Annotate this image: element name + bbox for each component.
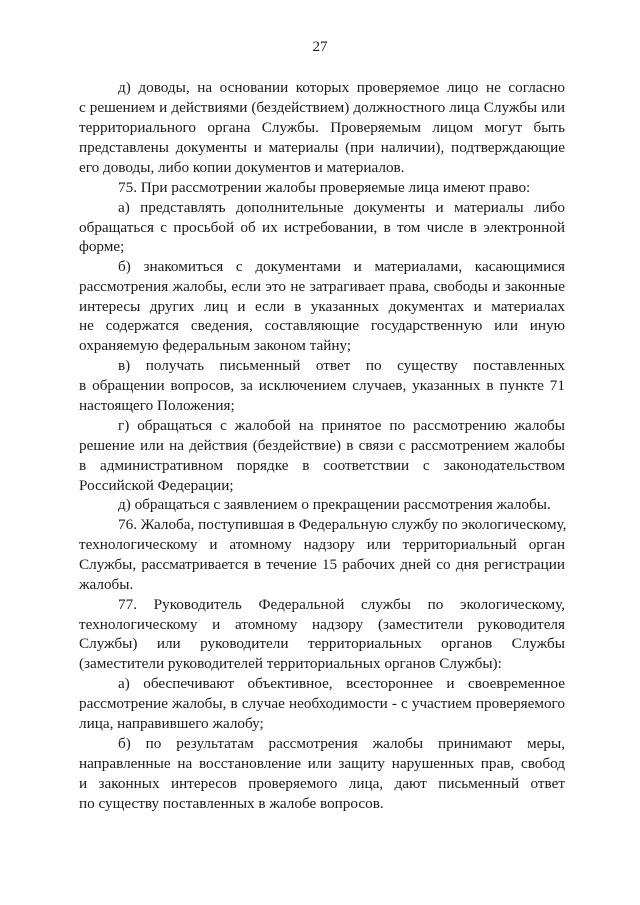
text-line: представлены документы и материалы (при наличии), подтверждающие bbox=[79, 139, 565, 156]
text-line: жалобы. bbox=[79, 576, 134, 593]
text-line: 76. Жалоба, поступившая в Федеральную службу по экологическому, bbox=[118, 516, 567, 533]
text-line: в обращении вопросов, за исключением случаев, указанных в пункте 71 bbox=[79, 377, 565, 394]
text-line: технологическому и атомному надзору или территориальный орган bbox=[79, 536, 565, 553]
text-line: не содержатся сведения, составляющие государственную или иную bbox=[79, 317, 565, 334]
text-line: д) обращаться с заявлением о прекращении рассмотрения жалобы. bbox=[118, 496, 551, 513]
text-line: д) доводы, на основании которых проверяемое лицо не согласно bbox=[118, 79, 565, 96]
text-line: Службы, рассматривается в течение 15 рабочих дней со дня регистрации bbox=[79, 556, 565, 573]
text-line: форме; bbox=[79, 238, 125, 255]
text-line: а) обеспечивают объективное, всестороннее и своевременное bbox=[118, 675, 565, 692]
text-line: решение или на действия (бездействие) в связи с рассмотрением жалобы bbox=[79, 437, 565, 454]
text-line: с решением и действиями (бездействием) должностного лица Службы или bbox=[79, 99, 565, 116]
page-number: 27 bbox=[312, 39, 328, 55]
text-line: г) обращаться с жалобой на принятое по рассмотрению жалобы bbox=[118, 417, 565, 434]
text-line: рассмотрение жалобы, в случае необходимости - с участием проверяемого bbox=[79, 695, 565, 712]
text-line: лица, направившего жалобу; bbox=[79, 715, 264, 732]
text-line: а) представлять дополнительные документы и материалы либо bbox=[118, 199, 565, 216]
text-line: б) знакомиться с документами и материалами, касающимися bbox=[118, 258, 565, 275]
text-line: (заместители руководителей территориальных органов Службы): bbox=[79, 655, 502, 672]
text-line: направленные на восстановление или защиту нарушенных прав, свобод bbox=[79, 755, 565, 772]
text-line: рассмотрения жалобы, если это не затрагивает права, свободы и законные bbox=[79, 278, 565, 295]
text-line: в административном порядке в соответствии с законодательством bbox=[79, 457, 565, 474]
text-line: Службы) или руководители территориальных органов Службы bbox=[79, 635, 565, 652]
text-line: настоящего Положения; bbox=[79, 397, 235, 414]
text-line: его доводы, либо копии документов и материалов. bbox=[79, 159, 405, 176]
text-line: технологическому и атомному надзору (заместители руководителя bbox=[79, 616, 565, 633]
text-line: и законных интересов проверяемого лица, дают письменный ответ bbox=[79, 775, 565, 792]
text-line: обращаться с просьбой об их истребовании, в том числе в электронной bbox=[79, 219, 565, 236]
text-line: интересы других лиц и если в указанных документах и материалах bbox=[79, 298, 565, 315]
text-line: охраняемую федеральным законом тайну; bbox=[79, 337, 352, 354]
text-line: б) по результатам рассмотрения жалобы принимают меры, bbox=[118, 735, 565, 752]
text-line: по существу поставленных в жалобе вопросов. bbox=[79, 795, 384, 812]
text-line: 75. При рассмотрении жалобы проверяемые лица имеют право: bbox=[118, 179, 531, 196]
text-line: 77. Руководитель Федеральной службы по экологическому, bbox=[118, 596, 565, 613]
text-line: территориального органа Службы. Проверяемым лицом могут быть bbox=[79, 119, 565, 136]
text-line: Российской Федерации; bbox=[79, 477, 234, 494]
text-line: в) получать письменный ответ по существу поставленных bbox=[118, 357, 565, 374]
